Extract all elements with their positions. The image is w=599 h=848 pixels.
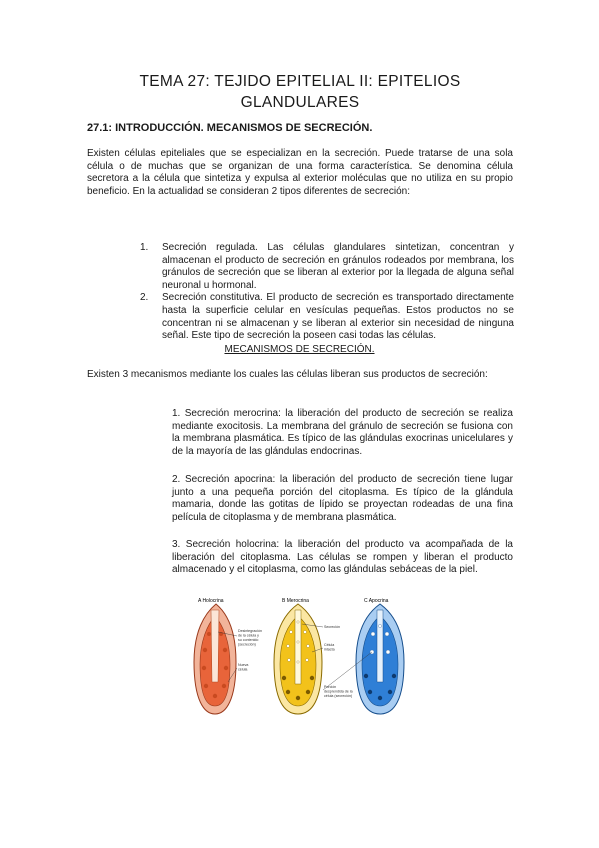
figure-label: A Holocrina <box>198 598 224 604</box>
figure-label: Nueva <box>238 663 249 667</box>
figure-label: Desintegración <box>238 629 262 633</box>
mechanism-holocrine: 3. Secreción holocrina: la liberación del producto va acompañada de la liberación del citoplasma. Las células se rompen y liberan el producto almacenado y el citoplasma, como las glándulas sebáceas de la piel. <box>172 539 513 576</box>
figure-label: célula <box>238 667 248 672</box>
figure-label: célula (secreción) <box>324 694 353 698</box>
list-number: 1. <box>140 242 149 253</box>
figure-label: Porción <box>324 685 337 689</box>
figure-label: Célula <box>324 643 335 647</box>
figure-label: desprendida de la <box>324 689 353 694</box>
page-title: TEMA 27: TEJIDO EPITELIAL II: EPITELIOS GLANDULARES <box>139 73 461 111</box>
figure-label: B Merocrina <box>282 598 309 604</box>
holocrine-lumen <box>211 610 219 682</box>
figure-label: su contenido <box>238 638 259 642</box>
list-item <box>140 242 514 292</box>
list-number: 2. <box>140 292 149 304</box>
figure-label: Secreción <box>324 625 340 629</box>
mechanisms-intro: Existen 3 mecanismos mediante los cuales las células liberan sus productos de secreción: <box>87 369 488 380</box>
figure-label: (secreción) <box>238 642 256 647</box>
intro-paragraph: Existen células epiteliales que se especializan en la secreción. Puede tratarse de una sola célula o de muchas que se organizan de una forma característica. Se denomina célula secretora a la célula que sintetiza y expulsa al exterior moléculas que no utiliza en su propio beneficio. En la actualidad se consideran 2 tipos diferentes de secreción: <box>87 148 513 197</box>
mechanism-apocrine: 2. Secreción apocrina: la liberación del producto de secreción tiene lugar junto a una pequeña porción del citoplasma. Es típico de la glándula mamaria, donde las gotitas de lípido se proyectan rodeadas de una fina película de citoplasma y de membrana plasmática. <box>172 474 513 523</box>
figure-label: C Apocrina <box>364 598 389 604</box>
section-heading: 27.1: INTRODUCCIÓN. MECANISMOS DE SECRECIÓN. <box>87 122 373 134</box>
mechanisms-heading: MECANISMOS DE SECRECIÓN. <box>224 344 375 355</box>
secretion-types-list <box>140 242 514 343</box>
mechanism-merocrine: 1. Secreción merocrina: la liberación del producto de secreción se realiza mediante exocitosis. La membrana del gránulo de secreción se fusiona con la membrana plasmática. Es típico de las glándulas exocrinas unicelulares y de la mayoría de las glándulas endocrinas. <box>172 408 513 457</box>
secretion-mechanisms-figure <box>184 592 416 720</box>
list-item <box>140 292 514 342</box>
list-text: Secreción constitutiva. El producto de secreción es transportado directamente hasta la superficie celular en vesículas pequeñas. Estos productos no se concentran ni se almacenan y se liberan al exterior sin necesidad de ninguna señal. Este tipo de secreción la poseen casi todas las células. <box>162 292 514 342</box>
figure-label: de la célula y <box>238 633 259 638</box>
list-text: Secreción regulada. Las células glandulares sintetizan, concentran y almacenan el producto de secreción en gránulos rodeados por membrana, los gránulos de secreción que se liberan al exterior por la llegada de alguna señal neuronal u hormonal. <box>162 242 514 291</box>
apocrine-lumen <box>377 610 383 682</box>
figure-label: intacta <box>324 647 335 652</box>
